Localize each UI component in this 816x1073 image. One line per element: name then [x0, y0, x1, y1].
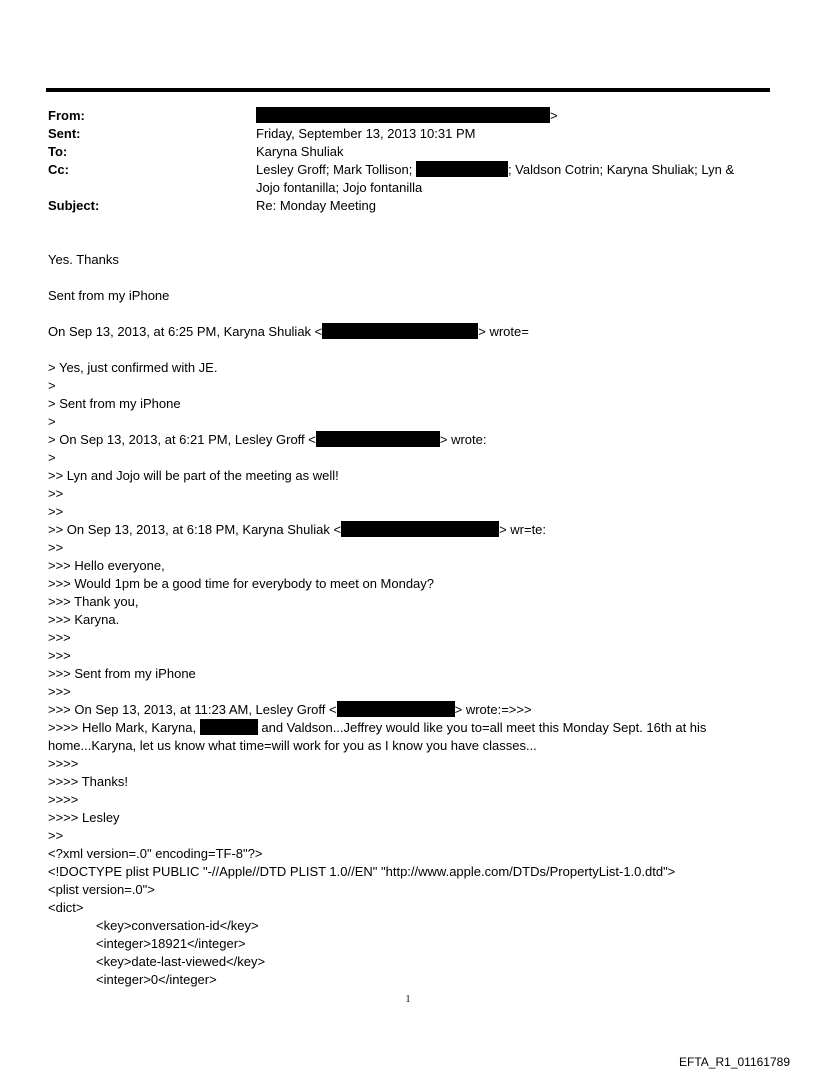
subject-row [48, 197, 768, 215]
xml-line: <!DOCTYPE plist PUBLIC "-//Apple//DTD PLIST 1.0//EN" "http://www.apple.com/DTDs/PropertyList-1.0.dtd"> [48, 864, 676, 879]
body-text: >>> On Sep 13, 2013, at 11:23 AM, Lesley Groff < [48, 702, 337, 717]
quote-line: > [48, 378, 56, 393]
redaction-box [316, 431, 440, 447]
quote-line: > [48, 450, 56, 465]
redaction-box [416, 161, 508, 177]
xml-line: <dict> [48, 900, 84, 915]
cc-value [256, 161, 768, 197]
from-value-text: > [550, 108, 558, 123]
xml-line: <integer>18921</integer> [96, 936, 246, 951]
cc-part2: ; Valdson Cotrin; Karyna Shuliak; Lyn & [507, 162, 735, 177]
body-text: > wrote= [478, 324, 529, 339]
quote-line: >> [48, 504, 64, 519]
quote-line: >>> Sent from my iPhone [48, 666, 196, 681]
quote-line: >>> Hello everyone, [48, 558, 165, 573]
from-label: From: [48, 108, 85, 123]
quote-line: >>> [48, 648, 71, 663]
body-text: >> On Sep 13, 2013, at 6:18 PM, Karyna Shuliak < [48, 522, 342, 537]
to-row [48, 143, 768, 161]
subject-label: Subject: [48, 198, 100, 213]
subject-value: Re: Monday Meeting [256, 198, 376, 213]
quote-line: >>> Thank you, [48, 594, 139, 609]
quote-line: home...Karyna, let us know what time=will work for you as I know you have classes... [48, 738, 537, 753]
quote-line: >>>> [48, 756, 79, 771]
xml-line: <key>date-last-viewed</key> [96, 954, 266, 969]
quote-line: >> [48, 486, 64, 501]
blank-line [48, 341, 768, 359]
redaction-box [256, 107, 550, 123]
blank-line [48, 269, 768, 287]
body-text: and Valdson...Jeffrey would like you to=all meet this Monday Sept. 16th at his [257, 720, 707, 735]
redaction-box [337, 701, 455, 717]
cc-line2: Jojo fontanilla; Jojo fontanilla [256, 180, 423, 195]
quote-line: > [48, 414, 56, 429]
quote-line [48, 431, 768, 449]
quote-line: >>> [48, 684, 71, 699]
xml-line: <key>conversation-id</key> [96, 918, 259, 933]
quote-line: > Sent from my iPhone [48, 396, 181, 411]
document-id: EFTA_R1_01161789 [679, 1055, 790, 1069]
from-value [256, 107, 768, 125]
quote-line [48, 719, 768, 737]
to-label: To: [48, 144, 68, 159]
redaction-box [200, 719, 258, 735]
quote-line: >>> Karyna. [48, 612, 120, 627]
body-text: On Sep 13, 2013, at 6:25 PM, Karyna Shuliak < [48, 324, 323, 339]
body-line: Sent from my iPhone [48, 288, 170, 303]
quote-line: >> [48, 540, 64, 555]
body-text: > On Sep 13, 2013, at 6:21 PM, Lesley Groff < [48, 432, 316, 447]
from-row [48, 107, 768, 125]
quote-line: >> [48, 828, 64, 843]
sent-label: Sent: [48, 126, 81, 141]
body-line: Yes. Thanks [48, 252, 119, 267]
blank-line [48, 305, 768, 323]
quote-line: > Yes, just confirmed with JE. [48, 360, 218, 375]
email-body [48, 251, 768, 989]
quote-line [48, 521, 768, 539]
body-text: > wrote:=>>> [454, 702, 532, 717]
body-text: >>>> Hello Mark, Karyna, [48, 720, 197, 735]
redaction-box [322, 323, 478, 339]
quote-line: >>>> Thanks! [48, 774, 128, 789]
redaction-box [341, 521, 499, 537]
sent-value: Friday, September 13, 2013 10:31 PM [256, 126, 476, 141]
quote-line: >>> Would 1pm be a good time for everybody to meet on Monday? [48, 576, 435, 591]
quote-line: >> Lyn and Jojo will be part of the meeting as well! [48, 468, 339, 483]
quote-line: >>>> Lesley [48, 810, 120, 825]
xml-line: <?xml version=.0" encoding=TF-8"?> [48, 846, 263, 861]
cc-row [48, 161, 768, 197]
xml-line: <plist version=.0"> [48, 882, 155, 897]
sent-row [48, 125, 768, 143]
xml-line: <integer>0</integer> [96, 972, 217, 987]
quote-line: >>> [48, 630, 71, 645]
cc-part1: Lesley Groff; Mark Tollison; [256, 162, 413, 177]
body-text: > wr=te: [499, 522, 547, 537]
body-text: > wrote: [439, 432, 487, 447]
page-number: 1 [405, 994, 411, 1005]
cc-label: Cc: [48, 162, 69, 177]
body-line [48, 323, 768, 341]
email-header [48, 107, 768, 215]
header-rule [46, 88, 770, 92]
quote-line [48, 701, 768, 719]
to-value: Karyna Shuliak [256, 144, 344, 159]
quote-line: >>>> [48, 792, 79, 807]
